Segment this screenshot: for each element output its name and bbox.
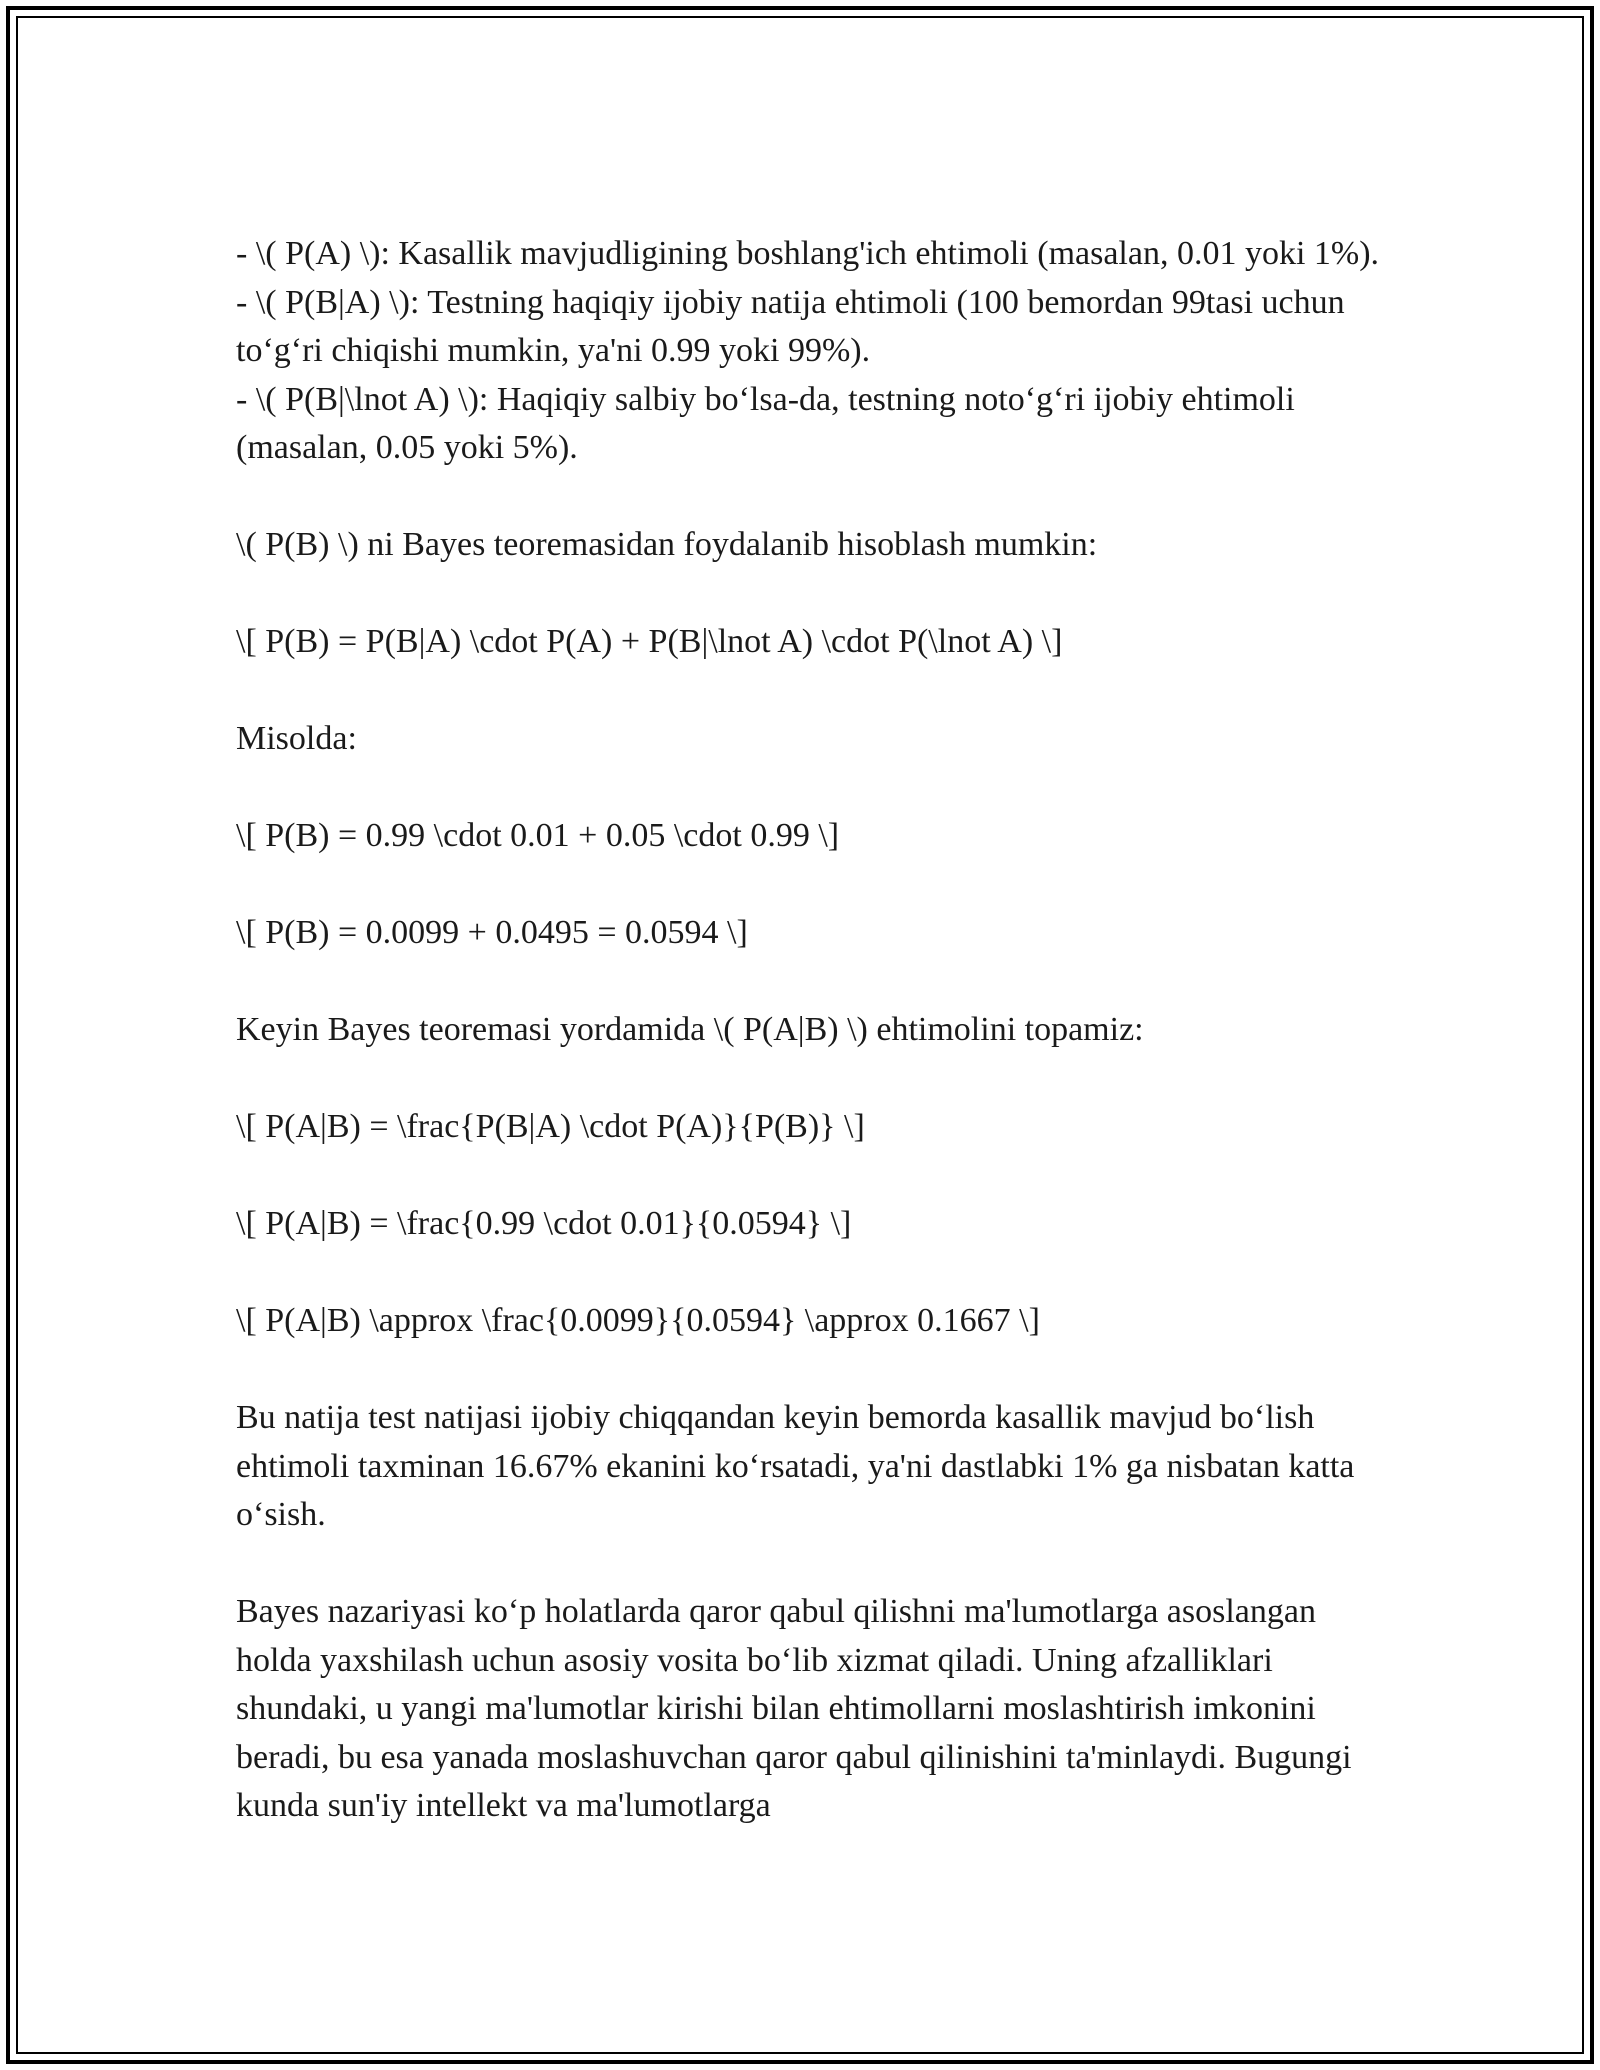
spacer — [236, 1346, 1386, 1395]
pab-formula: \[ P(A|B) = \frac{P(B|A) \cdot P(A)}{P(B)} \] — [236, 1108, 865, 1145]
pab-intro: Keyin Bayes teoremasi yordamida \( P(A|B) \) ehtimolini topamiz: — [236, 1011, 1144, 1048]
spacer — [236, 1055, 1386, 1104]
spacer — [236, 667, 1386, 716]
spacer — [236, 473, 1386, 522]
bullet-p-b-given-a: - \( P(B|A) \): Testning haqiqiy ijobiy natija ehtimoli (100 bemordan 99tasi uchun to‘g‘ri chiqishi mumkin, ya'ni 0.99 yoki 99%). — [236, 283, 1345, 369]
document-body — [236, 230, 1386, 1831]
pb-intro: \( P(B) \) ni Bayes teoremasidan foydalanib hisoblash mumkin: — [236, 526, 1098, 563]
pab-substituted: \[ P(A|B) = \frac{0.99 \cdot 0.01}{0.0594} \] — [236, 1205, 852, 1242]
spacer — [236, 570, 1386, 619]
spacer — [236, 958, 1386, 1007]
conclusion-paragraph: Bu natija test natijasi ijobiy chiqqandan keyin bemorda kasallik mavjud bo‘lish ehtimoli taxminan 16.67% ekanini ko‘rsatadi, ya'ni dastlabki 1% ga nisbatan katta o‘sish. — [236, 1399, 1355, 1533]
spacer — [236, 1540, 1386, 1589]
spacer — [236, 1249, 1386, 1298]
pb-result: \[ P(B) = 0.0099 + 0.0495 = 0.0594 \] — [236, 914, 748, 951]
example-label: Misolda: — [236, 720, 357, 757]
pb-formula: \[ P(B) = P(B|A) \cdot P(A) + P(B|\lnot A) \cdot P(\lnot A) \] — [236, 623, 1063, 660]
spacer — [236, 1152, 1386, 1201]
pb-substituted: \[ P(B) = 0.99 \cdot 0.01 + 0.05 \cdot 0.99 \] — [236, 817, 840, 854]
spacer — [236, 764, 1386, 813]
bullet-p-a: - \( P(A) \): Kasallik mavjudligining boshlang'ich ehtimoli (masalan, 0.01 yoki 1%). — [236, 235, 1380, 272]
bullet-p-b-given-not-a: - \( P(B|\lnot A) \): Haqiqiy salbiy bo‘lsa-da, testning noto‘g‘ri ijobiy ehtimoli (masalan, 0.05 yoki 5%). — [236, 380, 1295, 466]
closing-paragraph: Bayes nazariyasi ko‘p holatlarda qaror qabul qilishni ma'lumotlarga asoslangan holda yaxshilash uchun asosiy vosita bo‘lib xizmat qiladi. Uning afzalliklari shundaki, u yangi ma'lumotlar kirishi bilan ehtimollarni moslashtirish imkonini beradi, bu esa yanada moslashuvchan qaror qabul qilinishini ta'minlaydi. Bugungi kunda sun'iy intellekt va ma'lumotlarga — [236, 1593, 1352, 1824]
spacer — [236, 861, 1386, 910]
pab-result: \[ P(A|B) \approx \frac{0.0099}{0.0594} \approx 0.1667 \] — [236, 1302, 1040, 1339]
